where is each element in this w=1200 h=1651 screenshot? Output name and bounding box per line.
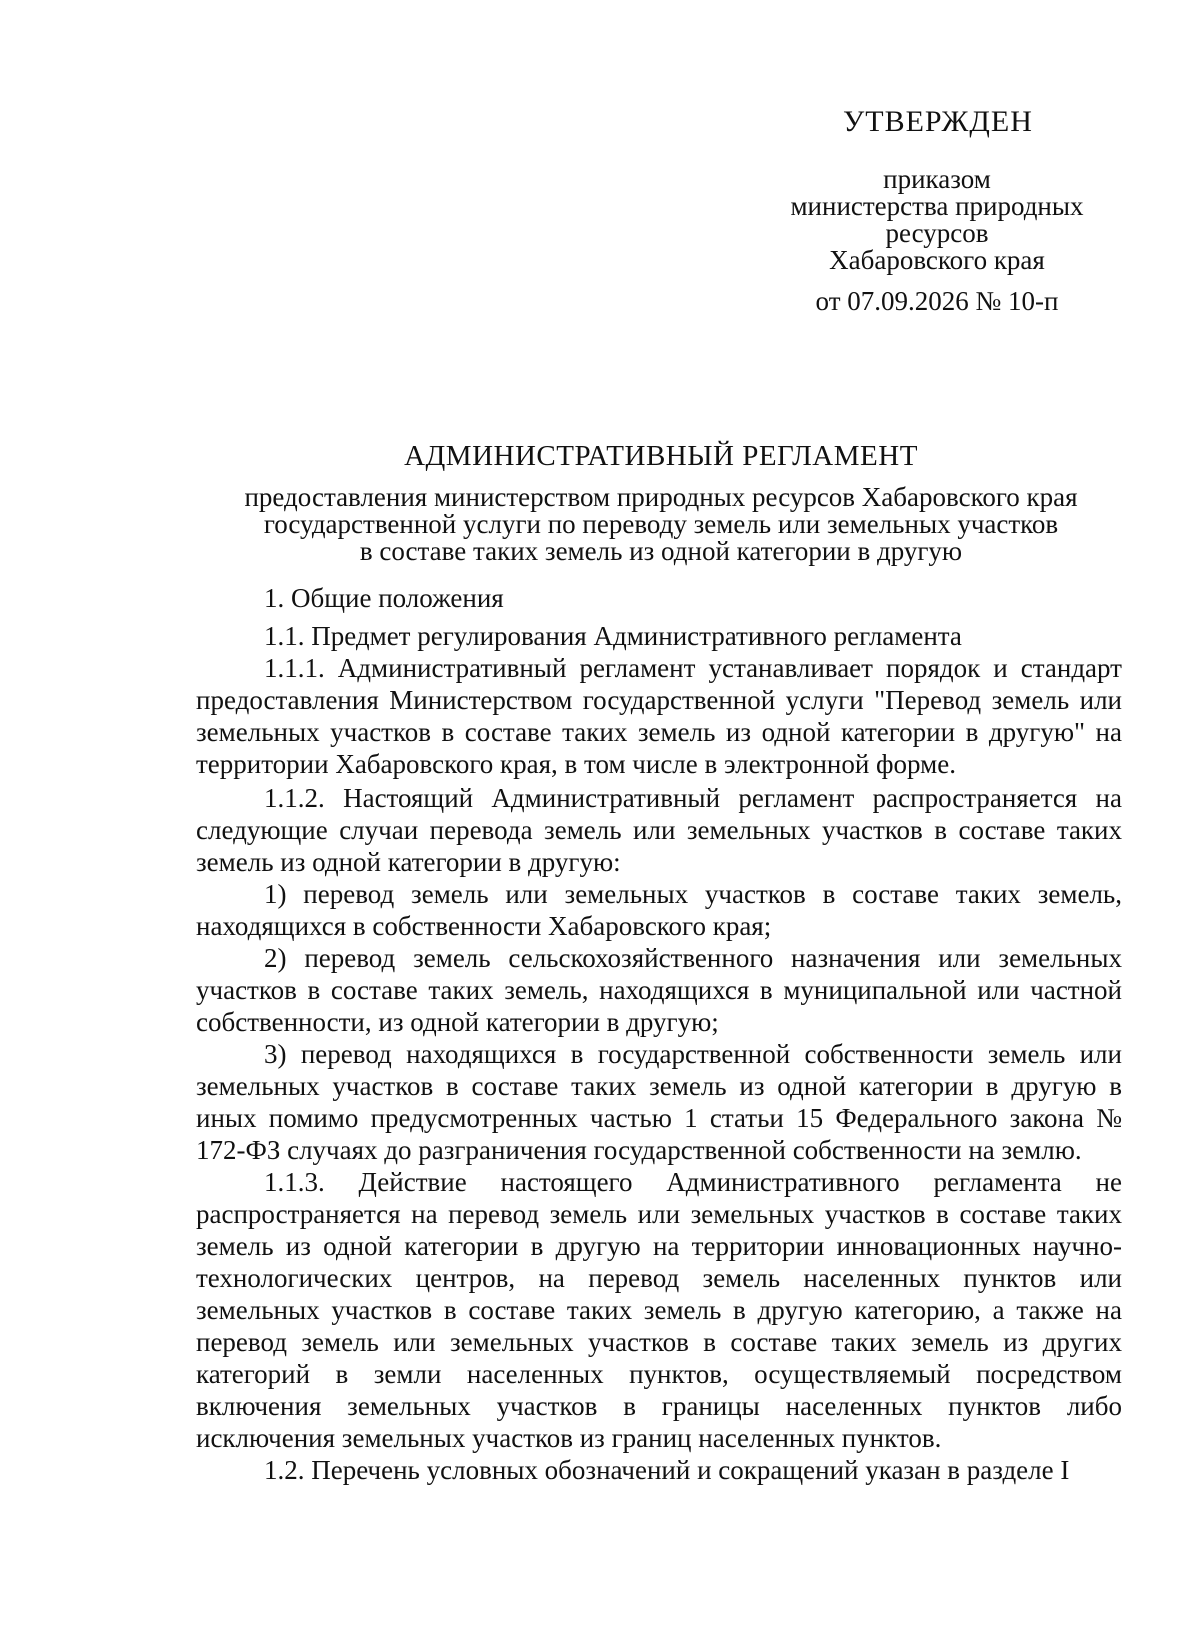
list-item: 2) перевод земель сельскохозяйственного назначения или земельных участков в составе таких земель, находящихся в муниципальной или частной собственности, из одной категории в другую;	[196, 943, 1122, 1037]
paragraph-1-2: 1.2. Перечень условных обозначений и сокращений указан в разделе I	[264, 1455, 1070, 1485]
paragraph-1-1-3: 1.1.3. Действие настоящего Административного регламента не распространяется на перевод земель или земельных участков в составе таких земель из одной категории в другую на территории инновационных научно-технологических центров, на перевод земель населенных пунктов или земельных участков в составе таких земель в другую категорию, а также на перевод земель или земельных участков в составе таких земель из других категорий в земли населенных пунктов, осуществляемый посредством включения земельных участков в границы населенных пунктов либо исключения земельных участков из границ населенных пунктов.	[196, 1167, 1122, 1453]
approval-line: приказом	[883, 164, 991, 194]
list-item: 3) перевод находящихся в государственной собственности земель или земельных участков в составе таких земель из одной категории в другую в иных помимо предусмотренных частью 1 статьи 15 Федерального закона № 172-ФЗ случаях до разграничения государственной собственности на землю.	[196, 1039, 1122, 1165]
paragraph-1-1-1: 1.1.1. Административный регламент устанавливает порядок и стандарт предоставления Министерством государственной услуги "Перевод земель или земельных участков в составе таких земель из одной категории в другую" на территории Хабаровского края, в том числе в электронной форме.	[196, 653, 1122, 779]
approval-line: министерства природных	[790, 191, 1084, 221]
document-subtitle	[200, 484, 1122, 565]
document-body	[196, 582, 1122, 1486]
section-heading: 1. Общие положения	[264, 583, 504, 613]
approval-heading: УТВЕРЖДЕН	[843, 105, 1033, 138]
subsection-heading: 1.1. Предмет регулирования Административного регламента	[264, 621, 962, 651]
paragraph-1-1-2: 1.1.2. Настоящий Административный регламент распространяется на следующие случаи перевода земель или земельных участков в составе таких земель из одной категории в другую:	[196, 783, 1122, 877]
subtitle-line: в составе таких земель из одной категории в другую	[359, 536, 963, 566]
document-title: АДМИНИСТРАТИВНЫЙ РЕГЛАМЕНТ	[404, 440, 918, 472]
approval-block	[772, 104, 1102, 315]
list-item: 1) перевод земель или земельных участков в составе таких земель, находящихся в собственности Хабаровского края;	[196, 879, 1122, 941]
subtitle-line: предоставления министерством природных ресурсов Хабаровского края	[244, 482, 1078, 512]
approval-date: от 07.09.2026 № 10-п	[815, 286, 1059, 316]
subtitle-line: государственной услуги по переводу земель или земельных участков	[263, 509, 1059, 539]
approval-line: Хабаровского края	[829, 245, 1045, 275]
approval-line: ресурсов	[885, 218, 989, 248]
